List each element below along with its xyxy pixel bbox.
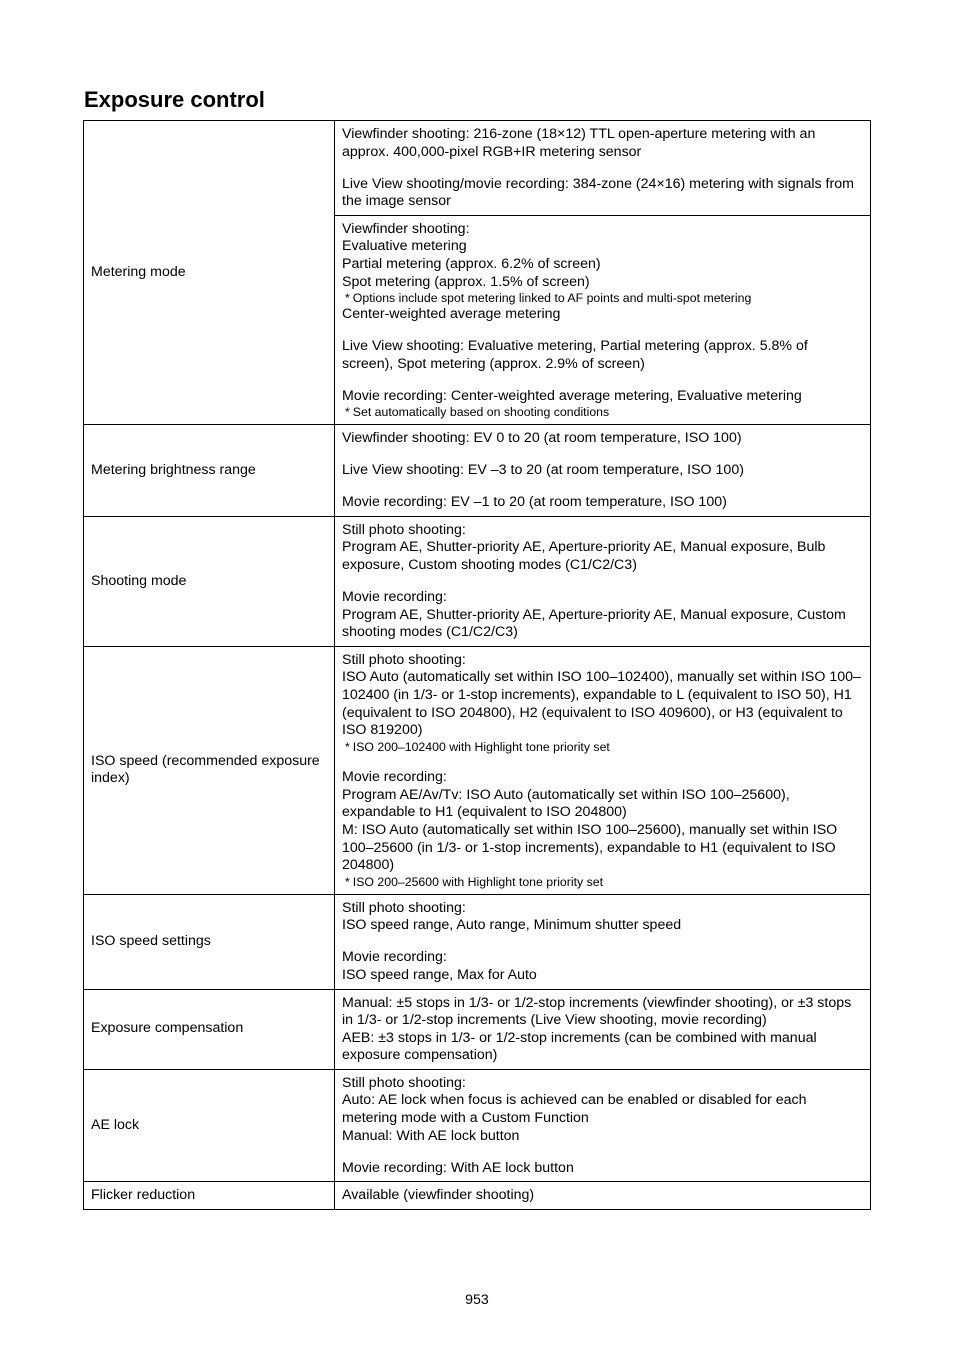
value-text: Live View shooting: EV –3 to 20 (at room temperature, ISO 100) [342,462,744,479]
value-block [342,522,862,575]
table-row [84,425,871,517]
value-text: Still photo shooting: ISO speed range, Auto range, Minimum shutter speed [342,899,682,934]
value-block [342,1187,862,1205]
value-text: Movie recording: Program AE, Shutter-priority AE, Aperture-priority AE, Manual exposure, Custom shooting modes (C1/C2/C3) [342,589,846,641]
value-block [342,494,862,512]
value-text: Viewfinder shooting: 216-zone (18×12) TTL open-aperture metering with an approx. 400,000-pixel RGB+IR metering sensor [342,126,816,160]
value-block [342,430,862,448]
row-value [335,1182,871,1210]
value-text: Available (viewfinder shooting) [342,1187,535,1204]
value-text: Center-weighted average metering [342,306,561,323]
footnote-text: * ISO 200–102400 with Highlight tone priority set [342,740,862,755]
row-value [335,646,871,894]
value-block [342,589,862,642]
row-value [335,1069,871,1181]
table-row [84,121,871,216]
value-text: Movie recording: With AE lock button [342,1159,574,1176]
value-text: Still photo shooting: Program AE, Shutter-priority AE, Aperture-priority AE, Manual exposure, Bulb exposure, Custom shooting modes (C1/C2/C3) [342,521,826,574]
row-label: ISO speed settings [84,894,335,989]
value-block [342,221,862,324]
row-label: AE lock [84,1069,335,1181]
row-value [335,516,871,646]
footnote-text: * Set automatically based on shooting conditions [342,405,862,420]
value-text: Movie recording: Center-weighted average metering, Evaluative metering [342,387,802,404]
value-block [342,126,862,161]
value-text: Movie recording: ISO speed range, Max for Auto [342,949,537,983]
row-label: Exposure compensation [84,989,335,1069]
value-text: Viewfinder shooting: EV 0 to 20 (at room temperature, ISO 100) [342,430,742,447]
value-text: Live View shooting/movie recording: 384-zone (24×16) metering with signals from the image sensor [342,175,854,210]
value-text: Still photo shooting: Auto: AE lock when focus is achieved can be enabled or disabled for each metering mode with a Custom Function Manual: With AE lock button [342,1074,807,1144]
value-block [342,995,862,1065]
table-row [84,646,871,894]
value-block [342,462,862,480]
row-label: Flicker reduction [84,1182,335,1210]
row-value [335,425,871,517]
value-block [342,1075,862,1145]
row-label: Metering brightness range [84,425,335,517]
row-label: Metering mode [84,121,335,425]
table-row [84,516,871,646]
value-block [342,900,862,935]
table-row [84,894,871,989]
footnote-text: * Options include spot metering linked to AF points and multi-spot metering [342,291,862,306]
row-value [335,215,871,425]
row-value [335,121,871,216]
page-title: Exposure control [84,87,265,112]
row-value [335,989,871,1069]
row-label: Shooting mode [84,516,335,646]
value-block [342,652,862,755]
table-row [84,989,871,1069]
value-block [342,338,862,373]
value-block [342,176,862,211]
exposure-control-table [83,120,871,1210]
table-row [84,1182,871,1210]
table-row [84,1069,871,1181]
value-text: Viewfinder shooting: Evaluative metering Partial metering (approx. 6.2% of screen) Spot metering (approx. 1.5% of screen) [342,220,601,290]
value-block [342,949,862,984]
value-block [342,1160,862,1178]
value-text: Still photo shooting: ISO Auto (automatically set within ISO 100–102400), manually set within ISO 100–102400 (in 1/3- or 1-stop increments), expandable to L (equivalent to ISO 50), H1 (equivalent to ISO 204800), H2 (equivalent to ISO 409600), or H3 (equivalent to ISO 819200) [342,651,861,739]
value-text: Movie recording: Program AE/Av/Tv: ISO Auto (automatically set within ISO 100–25600), expandable to H1 (equivalent to ISO 204800) M: ISO Auto (automatically set within ISO 100–25600), manually set within ISO 100–25600 (in 1/3- or 1-stop increments), expandable to H1 (equivalent to ISO 204800) [342,769,838,874]
value-text: Manual: ±5 stops in 1/3- or 1/2-stop increments (viewfinder shooting), or ±3 stops in 1/3- or 1/2-stop increments (Live View shooting, movie recording) AEB: ±3 stops in 1/3- or 1/2-stop increments (can be combined with manual exposure compensation) [342,994,852,1064]
value-block [342,769,862,890]
footnote-text: * ISO 200–25600 with Highlight tone priority set [342,875,862,890]
value-block [342,388,862,421]
row-value [335,894,871,989]
row-label: ISO speed (recommended exposure index) [84,646,335,894]
value-text: Movie recording: EV –1 to 20 (at room temperature, ISO 100) [342,494,727,511]
value-text: Live View shooting: Evaluative metering, Partial metering (approx. 5.8% of screen), Spot metering (approx. 2.9% of screen) [342,338,808,372]
page-number: 953 [465,1292,489,1308]
